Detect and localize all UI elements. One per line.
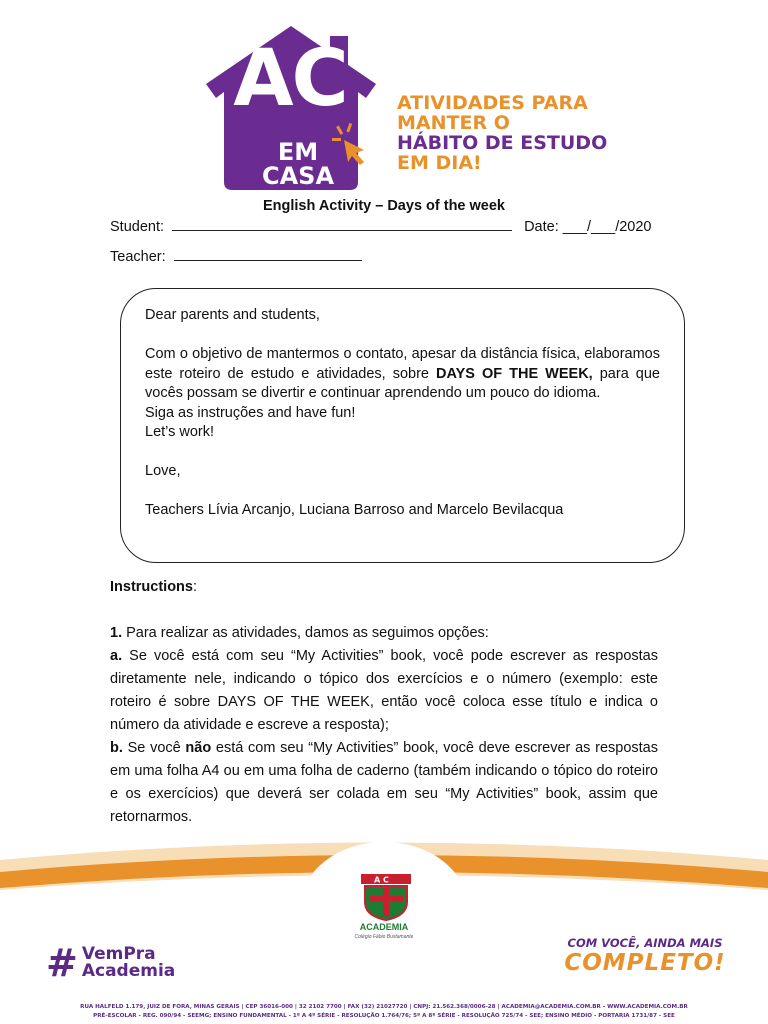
slogan-line-1: COM VOCÊ, AINDA MAIS (567, 936, 723, 950)
logo-ac-text: AC (233, 34, 347, 124)
option-b-text-1: Se você (122, 740, 186, 756)
letter-greeting: Dear parents and students, (145, 307, 320, 323)
address-line-1: RUA HALFELD 1.179, JUIZ DE FORA, MINAS GERAIS | CEP 36016-000 | 32 2102 7700 | FAX (32) 21027720 | CNPJ: 21.562.368/0006-28 | ACADEMIA@ACADEMIA.COM.BR - WWW.ACADEMIA.COM.BR (80, 1004, 688, 1010)
item-1-number: 1. (110, 625, 123, 641)
letter-body (145, 345, 660, 404)
letter-closing: Love, (145, 463, 181, 479)
letter-line-3: Let’s work! (145, 424, 215, 440)
teacher-blank[interactable] (174, 249, 362, 261)
crest-subtitle: Colégio Fábio Bustamante (354, 934, 414, 940)
letter-body-bold: DAYS OF THE WEEK, (436, 365, 593, 382)
logo-em-casa-text: EM CASA (261, 138, 335, 190)
campaign-hashtag (46, 941, 176, 985)
hashtag-icon: # (46, 941, 78, 985)
option-b-text-2: está com seu “My Activities” book, você deve escrever as respostas em uma folha A4 ou em uma folha de caderno (também indicando o tópico do roteiro e os exercícios) que deverá ser colada em seu “My Activities” book, assim que retornarmos. (110, 740, 658, 825)
address-line-2: PRÉ-ESCOLAR - REG. 090/94 - SEEMG; ENSINO FUNDAMENTAL - 1º A 4º SÉRIE - RESOLUÇÃO 1.764/76; 5º A 8º SÉRIE - RESOLUÇÃO 725/74 - SEE; ENSINO MÉDIO - PORTARIA 1731/87 - SEE (93, 1013, 675, 1019)
tagline-line-4: EM DIA! (397, 152, 482, 174)
academia-crest-icon (355, 872, 417, 922)
option-b-bold: não (185, 740, 212, 756)
student-label: Student: (110, 219, 165, 235)
letter-line-2: Siga as instruções and have fun! (145, 404, 356, 421)
letter-text (145, 306, 660, 521)
tagline-line-1: ATIVIDADES PARA (397, 92, 588, 114)
letter-signature: Teachers Lívia Arcanjo, Luciana Barroso and Marcelo Bevilacqua (145, 502, 564, 518)
instruction-option-b (110, 737, 658, 829)
option-b-label: b. (110, 740, 123, 756)
instructions-section (110, 576, 658, 829)
item-1-text: Para realizar as atividades, damos as seguimos opções: (122, 625, 489, 641)
document-title: English Activity – Days of the week (262, 198, 505, 214)
crest-label: ACADEMIA (359, 922, 409, 932)
tagline-line-2: MANTER O (397, 112, 510, 134)
option-a-label: a. (110, 648, 123, 664)
letter-body-part-1: Com o objetivo de mantermos o contato, apesar da distância física, elaboramos este roteiro de estudo e atividades, sobre (145, 346, 660, 382)
option-a-text: Se você está com seu “My Activities” book, você pode escrever as respostas diretamente nele, indicando o tópico dos exercícios e o número (exemplo: este roteiro é sobre DAYS OF THE WEEK, então você coloca esse título e indica o número da atividade e escreve a resposta); (110, 648, 658, 733)
campaign-line-2: Academia (81, 961, 176, 981)
slogan-line-2: COMPLETO! (564, 950, 726, 976)
instructions-colon: : (192, 579, 198, 595)
crest-letters: A C (374, 875, 389, 885)
tagline (397, 92, 608, 174)
instruction-option-a (110, 645, 658, 737)
slogan (560, 936, 730, 976)
instruction-item-1 (110, 622, 658, 645)
date-value: ___/___/2020 (562, 219, 652, 235)
tagline-line-3: HÁBITO DE ESTUDO (397, 132, 608, 154)
student-blank[interactable] (172, 219, 512, 231)
teacher-label: Teacher: (110, 249, 166, 265)
instructions-heading: Instructions (110, 579, 193, 595)
date-label: Date: (524, 219, 559, 235)
teacher-row (110, 249, 362, 265)
student-row (110, 219, 651, 235)
campaign-words (82, 946, 175, 980)
letter-body-part-2: para que vocês possam se divertir e continuar aprendendo um pouco do idioma. (145, 365, 660, 401)
instructions-heading-row (110, 576, 658, 599)
campaign-line-1: VemPra (81, 944, 156, 964)
